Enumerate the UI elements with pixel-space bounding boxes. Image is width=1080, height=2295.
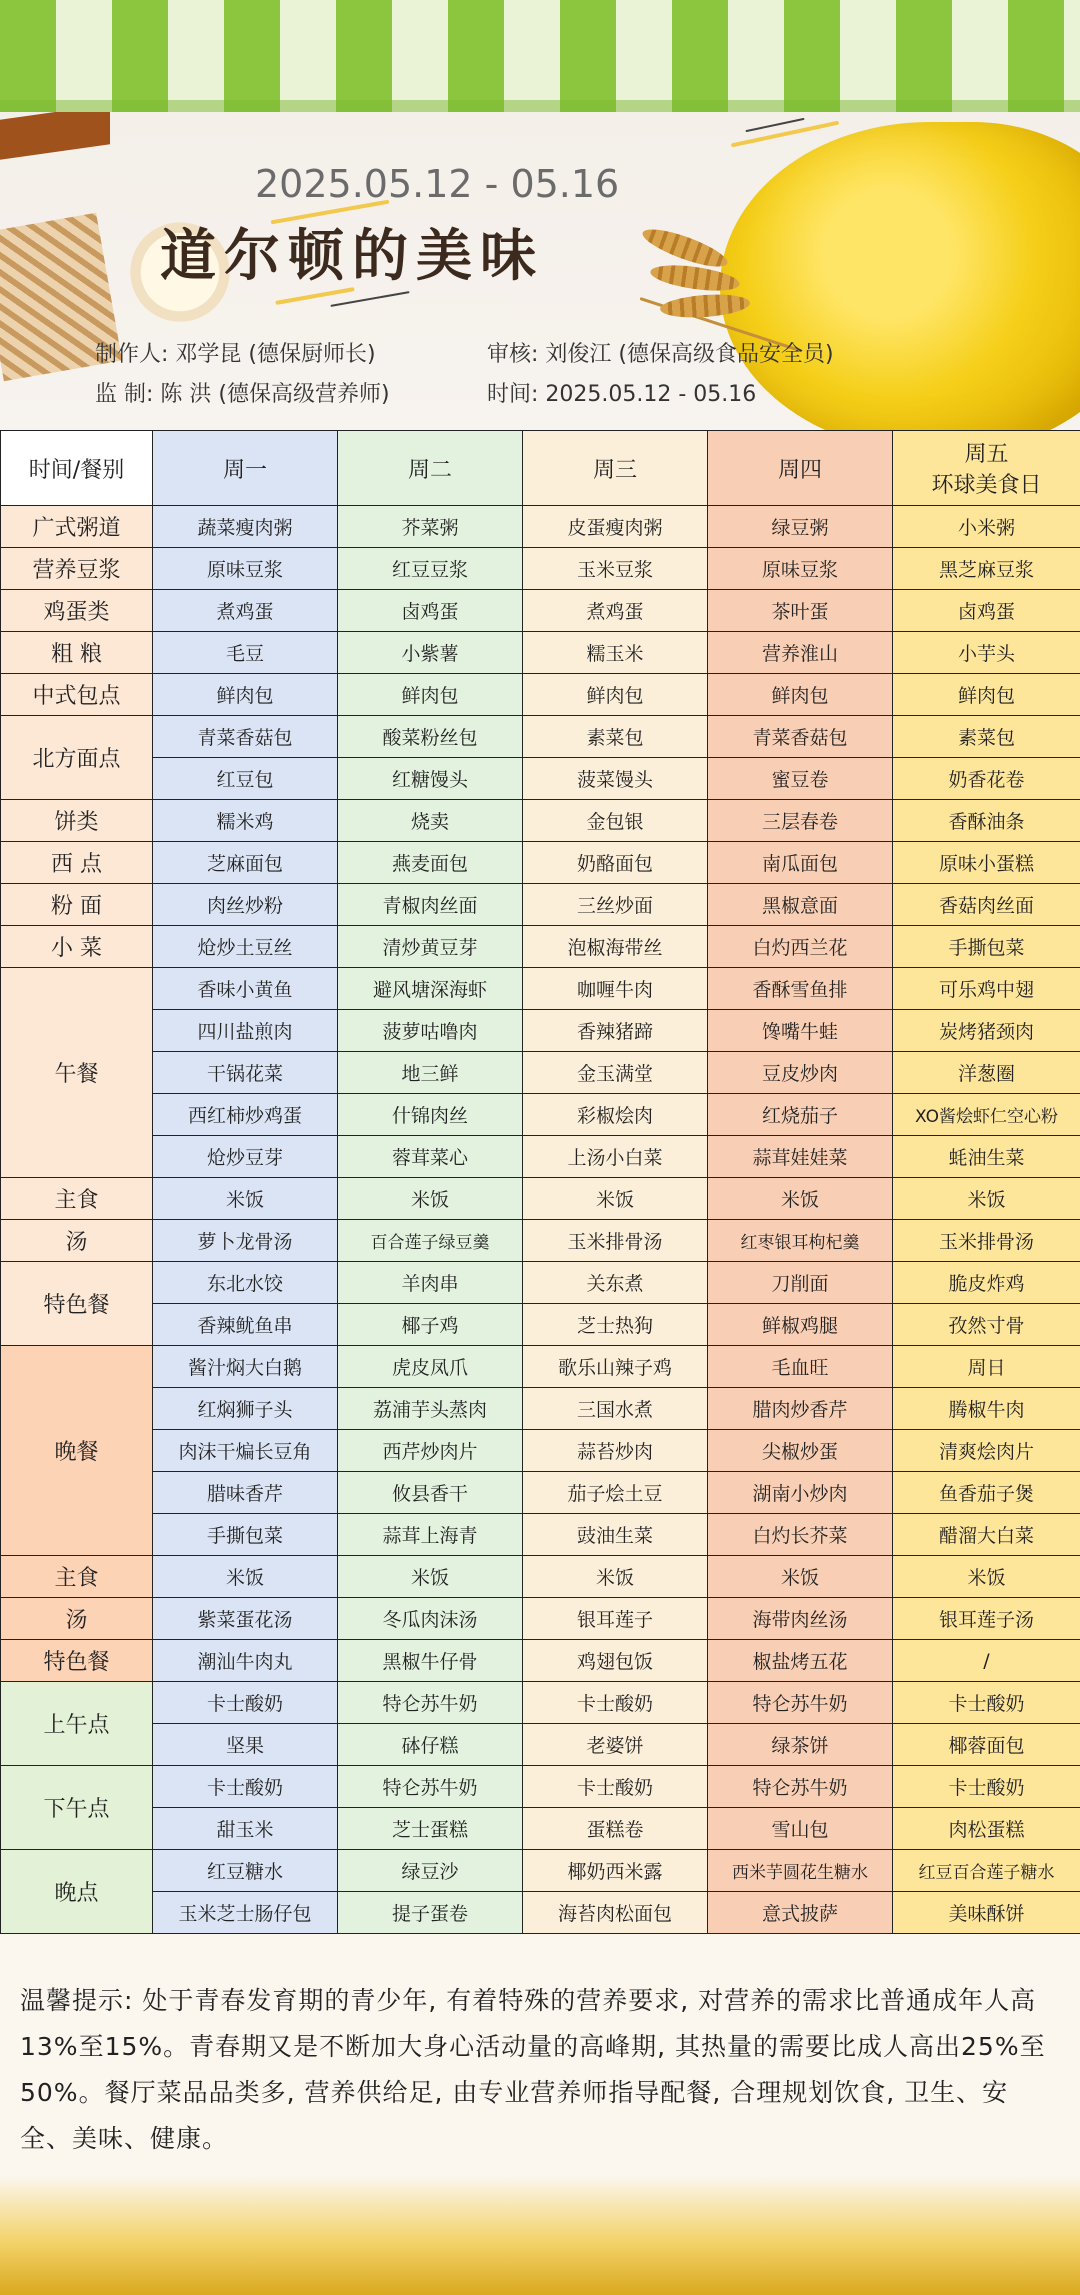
dish-cell: 蒜茸上海青 bbox=[338, 1514, 523, 1556]
dish-cell: 金包银 bbox=[523, 800, 708, 842]
dish-cell: 炭烤猪颈肉 bbox=[893, 1010, 1080, 1052]
dish-cell: 小紫薯 bbox=[338, 632, 523, 674]
dish-cell: 黑芝麻豆浆 bbox=[893, 548, 1080, 590]
dish-cell: 腊肉炒香芹 bbox=[708, 1388, 893, 1430]
meal-category-cell: 主食 bbox=[1, 1556, 153, 1598]
dish-cell: 咖喱牛肉 bbox=[523, 968, 708, 1010]
swoosh-decoration bbox=[330, 291, 409, 307]
meal-category-cell: 广式粥道 bbox=[1, 506, 153, 548]
dish-cell: 西芹炒肉片 bbox=[338, 1430, 523, 1472]
table-row bbox=[1, 1640, 1080, 1682]
dish-cell: 鱼香茄子煲 bbox=[893, 1472, 1080, 1514]
tip-text: 温馨提示: 处于青春发育期的青少年, 有着特殊的营养要求, 对营养的需求比普通成年人高13%至15%。青春期又是不断加大身心活动量的高峰期, 其热量的需要比成人高出25%至50%。餐厅菜品品类多, 营养供给足, 由专业营养师指导配餐, 合理规划饮食, 卫生、安全、美味、健康。 bbox=[20, 1986, 1046, 2153]
dish-cell: 酸菜粉丝包 bbox=[338, 716, 523, 758]
table-row bbox=[1, 758, 1080, 800]
dish-cell: 甜玉米 bbox=[153, 1808, 338, 1850]
dish-cell: 红豆百合莲子糖水 bbox=[893, 1850, 1080, 1892]
dish-cell: 蒜苔炒肉 bbox=[523, 1430, 708, 1472]
dish-cell: 地三鲜 bbox=[338, 1052, 523, 1094]
dish-cell: 香辣鱿鱼串 bbox=[153, 1304, 338, 1346]
meal-category-cell: 小 菜 bbox=[1, 926, 153, 968]
dish-cell: 酱汁焖大白鹅 bbox=[153, 1346, 338, 1388]
dish-cell: 芝士热狗 bbox=[523, 1304, 708, 1346]
bean-box-image bbox=[0, 112, 110, 160]
dish-cell: 坚果 bbox=[153, 1724, 338, 1766]
dish-cell: 毛豆 bbox=[153, 632, 338, 674]
table-row bbox=[1, 1514, 1080, 1556]
meal-category-cell: 汤 bbox=[1, 1598, 153, 1640]
dish-cell: 米饭 bbox=[153, 1178, 338, 1220]
dish-cell: 蓉茸菜心 bbox=[338, 1136, 523, 1178]
dish-cell: 椰奶西米露 bbox=[523, 1850, 708, 1892]
dish-cell: 米饭 bbox=[523, 1556, 708, 1598]
dish-cell: 米饭 bbox=[708, 1178, 893, 1220]
meal-category-cell: 午餐 bbox=[1, 968, 153, 1178]
dish-cell: 鲜肉包 bbox=[153, 674, 338, 716]
dish-cell: 西红柿炒鸡蛋 bbox=[153, 1094, 338, 1136]
dish-cell: 香酥雪鱼排 bbox=[708, 968, 893, 1010]
dish-cell: 玉米排骨汤 bbox=[523, 1220, 708, 1262]
dish-cell: 椒盐烤五花 bbox=[708, 1640, 893, 1682]
meal-category-cell: 饼类 bbox=[1, 800, 153, 842]
dish-cell: 蒜茸娃娃菜 bbox=[708, 1136, 893, 1178]
dish-cell: 豉油生菜 bbox=[523, 1514, 708, 1556]
dish-cell: 可乐鸡中翅 bbox=[893, 968, 1080, 1010]
dish-cell: 特仑苏牛奶 bbox=[708, 1682, 893, 1724]
table-row bbox=[1, 968, 1080, 1010]
dish-cell: 肉沫干煸长豆角 bbox=[153, 1430, 338, 1472]
dish-cell: 玉米芝士肠仔包 bbox=[153, 1892, 338, 1934]
day-header-mon: 周一 bbox=[153, 431, 338, 506]
table-row bbox=[1, 1052, 1080, 1094]
dish-cell: 绿豆沙 bbox=[338, 1850, 523, 1892]
striped-banner bbox=[0, 0, 1080, 112]
dish-cell: 卡士酸奶 bbox=[153, 1682, 338, 1724]
day-header-fri-label: 周五 bbox=[964, 442, 1009, 467]
table-row bbox=[1, 632, 1080, 674]
table-row bbox=[1, 842, 1080, 884]
credit-supervisor: 监 制: 陈 洪 (德保高级营养师) bbox=[95, 382, 390, 407]
dish-cell: 肉松蛋糕 bbox=[893, 1808, 1080, 1850]
meal-category-cell: 鸡蛋类 bbox=[1, 590, 153, 632]
meal-category-cell: 晚点 bbox=[1, 1850, 153, 1934]
dish-cell: 特仑苏牛奶 bbox=[708, 1766, 893, 1808]
dish-cell: 香味小黄鱼 bbox=[153, 968, 338, 1010]
table-row bbox=[1, 1850, 1080, 1892]
dish-cell: 香辣猪蹄 bbox=[523, 1010, 708, 1052]
meal-category-cell: 粉 面 bbox=[1, 884, 153, 926]
dish-cell: 鸡翅包饭 bbox=[523, 1640, 708, 1682]
credit-reviewer: 审核: 刘俊江 (德保高级食品安全员) bbox=[487, 342, 834, 367]
dish-cell: 尖椒炒蛋 bbox=[708, 1430, 893, 1472]
table-row bbox=[1, 1472, 1080, 1514]
dish-cell: 肉丝炒粉 bbox=[153, 884, 338, 926]
header bbox=[0, 112, 1080, 430]
dish-cell: 烧卖 bbox=[338, 800, 523, 842]
dish-cell: 洋葱圈 bbox=[893, 1052, 1080, 1094]
dish-cell: 鲜椒鸡腿 bbox=[708, 1304, 893, 1346]
dish-cell: 清爽烩肉片 bbox=[893, 1430, 1080, 1472]
dish-cell: 东北水饺 bbox=[153, 1262, 338, 1304]
dish-cell: 红烧茄子 bbox=[708, 1094, 893, 1136]
dish-cell: 银耳莲子汤 bbox=[893, 1598, 1080, 1640]
day-header-fri bbox=[893, 431, 1080, 506]
meal-category-cell: 主食 bbox=[1, 1178, 153, 1220]
meal-category-cell: 粗 粮 bbox=[1, 632, 153, 674]
dish-cell: 腾椒牛肉 bbox=[893, 1388, 1080, 1430]
dish-cell: 潮汕牛肉丸 bbox=[153, 1640, 338, 1682]
dish-cell: 素菜包 bbox=[893, 716, 1080, 758]
dish-cell: 小米粥 bbox=[893, 506, 1080, 548]
dish-cell: 银耳莲子 bbox=[523, 1598, 708, 1640]
dish-cell: 白灼西兰花 bbox=[708, 926, 893, 968]
dish-cell: 奶酪面包 bbox=[523, 842, 708, 884]
meal-category-cell: 营养豆浆 bbox=[1, 548, 153, 590]
dish-cell: 卤鸡蛋 bbox=[893, 590, 1080, 632]
credit-time: 时间: 2025.05.12 - 05.16 bbox=[487, 382, 757, 407]
dish-cell: 白灼长芥菜 bbox=[708, 1514, 893, 1556]
dish-cell: 原味豆浆 bbox=[708, 548, 893, 590]
dish-cell: 毛血旺 bbox=[708, 1346, 893, 1388]
dish-cell: 茶叶蛋 bbox=[708, 590, 893, 632]
table-row bbox=[1, 1724, 1080, 1766]
dish-cell: 奶香花卷 bbox=[893, 758, 1080, 800]
dish-cell: 萝卜龙骨汤 bbox=[153, 1220, 338, 1262]
dish-cell: 特仑苏牛奶 bbox=[338, 1766, 523, 1808]
menu-table bbox=[0, 430, 1080, 1934]
dish-cell: 卡士酸奶 bbox=[523, 1766, 708, 1808]
dish-cell: 红枣银耳枸杞羹 bbox=[708, 1220, 893, 1262]
dish-cell: 卡士酸奶 bbox=[893, 1766, 1080, 1808]
dish-cell: 糯米鸡 bbox=[153, 800, 338, 842]
dish-cell: 米饭 bbox=[153, 1556, 338, 1598]
day-header-thu: 周四 bbox=[708, 431, 893, 506]
dish-cell: 原味豆浆 bbox=[153, 548, 338, 590]
dish-cell: 海苔肉松面包 bbox=[523, 1892, 708, 1934]
table-row bbox=[1, 1430, 1080, 1472]
table-row bbox=[1, 1892, 1080, 1934]
dish-cell: 菠菜馒头 bbox=[523, 758, 708, 800]
dish-cell: 四川盐煎肉 bbox=[153, 1010, 338, 1052]
table-header-row bbox=[1, 431, 1080, 506]
dish-cell: 椰蓉面包 bbox=[893, 1724, 1080, 1766]
dish-cell: 蜜豆卷 bbox=[708, 758, 893, 800]
dish-cell: 羊肉串 bbox=[338, 1262, 523, 1304]
dish-cell: 皮蛋瘦肉粥 bbox=[523, 506, 708, 548]
dish-cell: 鲜肉包 bbox=[708, 674, 893, 716]
table-row bbox=[1, 548, 1080, 590]
table-row bbox=[1, 1682, 1080, 1724]
dish-cell: 美味酥饼 bbox=[893, 1892, 1080, 1934]
dish-cell: 原味小蛋糕 bbox=[893, 842, 1080, 884]
dish-cell: 黑椒意面 bbox=[708, 884, 893, 926]
day-header-tue: 周二 bbox=[338, 431, 523, 506]
table-row bbox=[1, 926, 1080, 968]
dish-cell: 金玉满堂 bbox=[523, 1052, 708, 1094]
day-header-wed: 周三 bbox=[523, 431, 708, 506]
dish-cell: 椰子鸡 bbox=[338, 1304, 523, 1346]
dish-cell: 芝麻面包 bbox=[153, 842, 338, 884]
dish-cell: 芥菜粥 bbox=[338, 506, 523, 548]
table-row bbox=[1, 590, 1080, 632]
dish-cell: 豆皮炒肉 bbox=[708, 1052, 893, 1094]
meal-category-cell: 特色餐 bbox=[1, 1262, 153, 1346]
table-row bbox=[1, 1346, 1080, 1388]
dish-cell: 老婆饼 bbox=[523, 1724, 708, 1766]
day-header-fri-sub: 环球美食日 bbox=[931, 473, 1042, 498]
dish-cell: 黑椒牛仔骨 bbox=[338, 1640, 523, 1682]
meal-category-cell: 北方面点 bbox=[1, 716, 153, 800]
dish-cell: 米饭 bbox=[338, 1556, 523, 1598]
dish-cell: 脆皮炸鸡 bbox=[893, 1262, 1080, 1304]
dish-cell: 攸县香干 bbox=[338, 1472, 523, 1514]
dish-cell: 荔浦芋头蒸肉 bbox=[338, 1388, 523, 1430]
dish-cell: 虎皮凤爪 bbox=[338, 1346, 523, 1388]
table-row bbox=[1, 1136, 1080, 1178]
dish-cell: 绿茶饼 bbox=[708, 1724, 893, 1766]
dish-cell: 红豆包 bbox=[153, 758, 338, 800]
dish-cell: 香菇肉丝面 bbox=[893, 884, 1080, 926]
meal-category-cell: 西 点 bbox=[1, 842, 153, 884]
dish-cell: / bbox=[893, 1640, 1080, 1682]
table-row bbox=[1, 674, 1080, 716]
dish-cell: 特仑苏牛奶 bbox=[338, 1682, 523, 1724]
dish-cell: 刀削面 bbox=[708, 1262, 893, 1304]
meal-category-cell: 汤 bbox=[1, 1220, 153, 1262]
table-row bbox=[1, 506, 1080, 548]
dish-cell: 紫菜蛋花汤 bbox=[153, 1598, 338, 1640]
dish-cell: 手撕包菜 bbox=[153, 1514, 338, 1556]
dish-cell: 蛋糕卷 bbox=[523, 1808, 708, 1850]
dish-cell: 西米芋圆花生糖水 bbox=[708, 1850, 893, 1892]
dish-cell: 湖南小炒肉 bbox=[708, 1472, 893, 1514]
dish-cell: 冬瓜肉沫汤 bbox=[338, 1598, 523, 1640]
dish-cell: 避风塘深海虾 bbox=[338, 968, 523, 1010]
dish-cell: 蚝油生菜 bbox=[893, 1136, 1080, 1178]
table-row bbox=[1, 716, 1080, 758]
dish-cell: 炝炒豆芽 bbox=[153, 1136, 338, 1178]
dish-cell: 青菜香菇包 bbox=[153, 716, 338, 758]
dish-cell: 清炒黄豆芽 bbox=[338, 926, 523, 968]
table-row bbox=[1, 1304, 1080, 1346]
table-row bbox=[1, 1094, 1080, 1136]
dish-cell: 青椒肉丝面 bbox=[338, 884, 523, 926]
dish-cell: 蔬菜瘦肉粥 bbox=[153, 506, 338, 548]
dish-cell: 关东煮 bbox=[523, 1262, 708, 1304]
meal-category-cell: 中式包点 bbox=[1, 674, 153, 716]
dish-cell: 米饭 bbox=[338, 1178, 523, 1220]
dish-cell: 干锅花菜 bbox=[153, 1052, 338, 1094]
dish-cell: 卡士酸奶 bbox=[523, 1682, 708, 1724]
dish-cell: 百合莲子绿豆羹 bbox=[338, 1220, 523, 1262]
page-title: 道尔顿的美味 bbox=[160, 223, 544, 289]
dish-cell: 彩椒烩肉 bbox=[523, 1094, 708, 1136]
table-row bbox=[1, 1808, 1080, 1850]
dish-cell: 南瓜面包 bbox=[708, 842, 893, 884]
dish-cell: 茄子烩土豆 bbox=[523, 1472, 708, 1514]
dish-cell: 煮鸡蛋 bbox=[523, 590, 708, 632]
dish-cell: 米饭 bbox=[523, 1178, 708, 1220]
dish-cell: 砵仔糕 bbox=[338, 1724, 523, 1766]
date-range-title: 2025.05.12 - 05.16 bbox=[255, 162, 620, 206]
table-row bbox=[1, 1220, 1080, 1262]
table-row bbox=[1, 800, 1080, 842]
table-row bbox=[1, 1598, 1080, 1640]
dish-cell: 醋溜大白菜 bbox=[893, 1514, 1080, 1556]
table-row bbox=[1, 884, 1080, 926]
wheat-icon bbox=[640, 207, 810, 337]
dish-cell: 周日 bbox=[893, 1346, 1080, 1388]
table-row bbox=[1, 1388, 1080, 1430]
meal-category-cell: 特色餐 bbox=[1, 1640, 153, 1682]
corner-header: 时间/餐别 bbox=[1, 431, 153, 506]
dish-cell: 米饭 bbox=[893, 1556, 1080, 1598]
dish-cell: 炝炒土豆丝 bbox=[153, 926, 338, 968]
wheat-field-image bbox=[0, 2175, 1080, 2295]
dish-cell: 红焖狮子头 bbox=[153, 1388, 338, 1430]
table-row bbox=[1, 1262, 1080, 1304]
dish-cell: 绿豆粥 bbox=[708, 506, 893, 548]
dish-cell: 素菜包 bbox=[523, 716, 708, 758]
dish-cell: 红豆豆浆 bbox=[338, 548, 523, 590]
dish-cell: 雪山包 bbox=[708, 1808, 893, 1850]
dish-cell: 歌乐山辣子鸡 bbox=[523, 1346, 708, 1388]
dish-cell: 什锦肉丝 bbox=[338, 1094, 523, 1136]
dish-cell: 营养淮山 bbox=[708, 632, 893, 674]
dish-cell: 馋嘴牛蛙 bbox=[708, 1010, 893, 1052]
dish-cell: 红糖馒头 bbox=[338, 758, 523, 800]
table-row bbox=[1, 1010, 1080, 1052]
dish-cell: 卡士酸奶 bbox=[153, 1766, 338, 1808]
meal-category-cell: 上午点 bbox=[1, 1682, 153, 1766]
dish-cell: 卡士酸奶 bbox=[893, 1682, 1080, 1724]
dish-cell: 糯玉米 bbox=[523, 632, 708, 674]
meal-category-cell: 晚餐 bbox=[1, 1346, 153, 1556]
dish-cell: 玉米豆浆 bbox=[523, 548, 708, 590]
dish-cell: 芝士蛋糕 bbox=[338, 1808, 523, 1850]
dish-cell: 菠萝咕噜肉 bbox=[338, 1010, 523, 1052]
dish-cell: 鲜肉包 bbox=[338, 674, 523, 716]
dish-cell: 三丝炒面 bbox=[523, 884, 708, 926]
dish-cell: 鲜肉包 bbox=[523, 674, 708, 716]
table-row bbox=[1, 1556, 1080, 1598]
table-row bbox=[1, 1766, 1080, 1808]
dish-cell: 孜然寸骨 bbox=[893, 1304, 1080, 1346]
swoosh-decoration bbox=[731, 121, 839, 148]
dish-cell: 红豆糖水 bbox=[153, 1850, 338, 1892]
dish-cell: 燕麦面包 bbox=[338, 842, 523, 884]
dish-cell: 米饭 bbox=[893, 1178, 1080, 1220]
table-row bbox=[1, 1178, 1080, 1220]
dish-cell: 提子蛋卷 bbox=[338, 1892, 523, 1934]
dish-cell: 腊味香芹 bbox=[153, 1472, 338, 1514]
dish-cell: 三国水煮 bbox=[523, 1388, 708, 1430]
dish-cell: 香酥油条 bbox=[893, 800, 1080, 842]
dish-cell: 鲜肉包 bbox=[893, 674, 1080, 716]
dish-cell: 米饭 bbox=[708, 1556, 893, 1598]
dish-cell: 青菜香菇包 bbox=[708, 716, 893, 758]
dish-cell: 海带肉丝汤 bbox=[708, 1598, 893, 1640]
dish-cell: 煮鸡蛋 bbox=[153, 590, 338, 632]
dish-cell: 手撕包菜 bbox=[893, 926, 1080, 968]
credit-maker: 制作人: 邓学昆 (德保厨师长) bbox=[95, 342, 376, 367]
dish-cell: 三层春卷 bbox=[708, 800, 893, 842]
dish-cell: 上汤小白菜 bbox=[523, 1136, 708, 1178]
dish-cell: 玉米排骨汤 bbox=[893, 1220, 1080, 1262]
dish-cell: 意式披萨 bbox=[708, 1892, 893, 1934]
dish-cell: 小芋头 bbox=[893, 632, 1080, 674]
dish-cell: 泡椒海带丝 bbox=[523, 926, 708, 968]
meal-category-cell: 下午点 bbox=[1, 1766, 153, 1850]
dish-cell: 卤鸡蛋 bbox=[338, 590, 523, 632]
dish-cell: XO酱烩虾仁空心粉 bbox=[893, 1094, 1080, 1136]
